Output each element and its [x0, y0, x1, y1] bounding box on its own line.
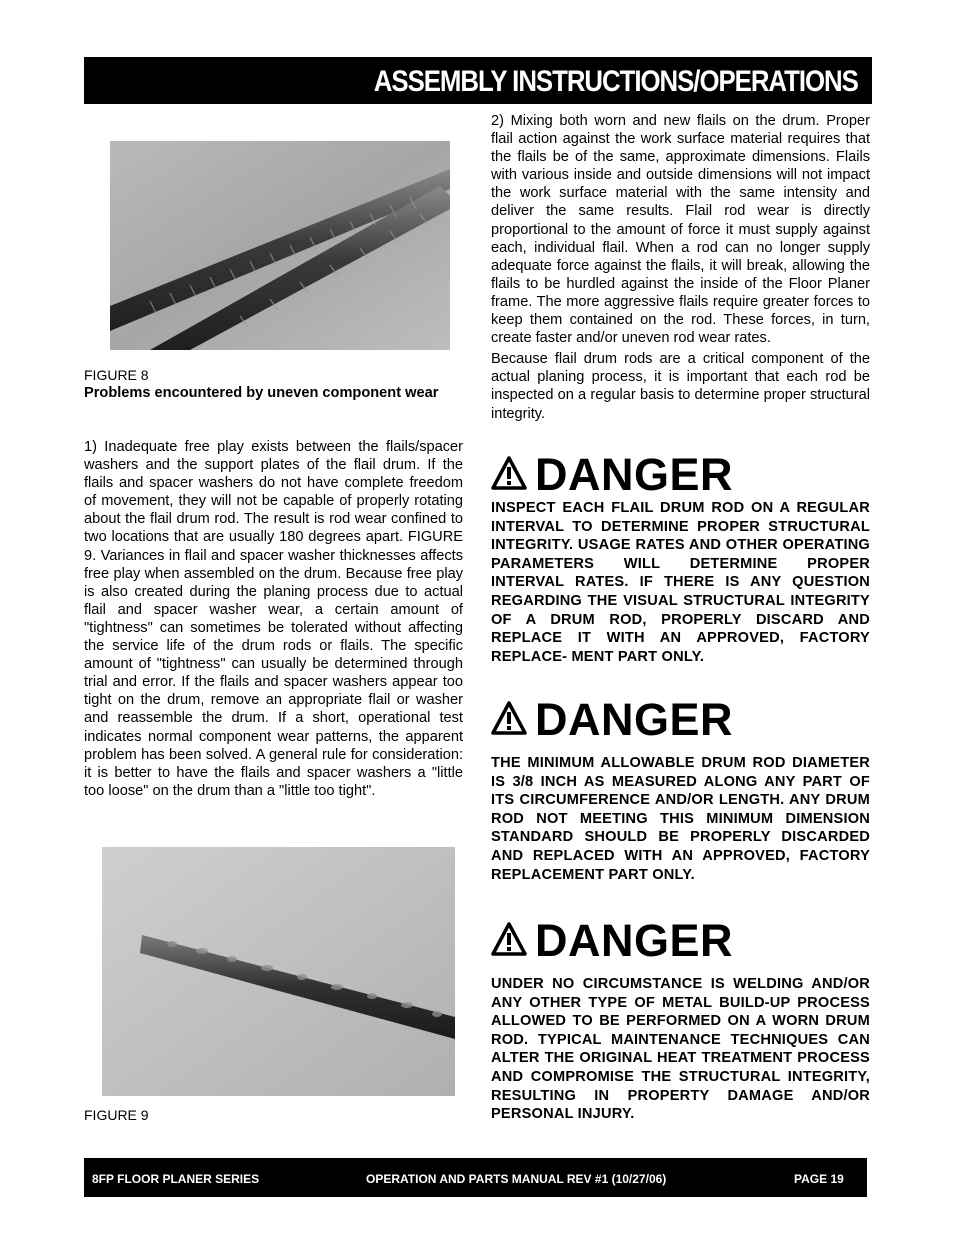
danger-heading: DANGER	[535, 449, 734, 500]
danger-heading: DANGER	[535, 694, 734, 745]
figure-8-subtitle-block	[84, 384, 463, 402]
left-column	[84, 438, 463, 800]
danger-block-1	[491, 451, 870, 666]
danger-heading-row	[491, 696, 870, 744]
header-bar	[84, 57, 872, 104]
right-column	[491, 112, 870, 423]
danger-block-3	[491, 917, 870, 1124]
danger-heading-row	[491, 451, 870, 499]
figure-8-subtitle: Problems encountered by uneven component wear	[84, 385, 439, 401]
danger-heading: DANGER	[535, 915, 734, 966]
danger-block-2	[491, 696, 870, 884]
footer-series: 8FP FLOOR PLANER SERIES	[92, 1172, 260, 1186]
page-title: ASSEMBLY INSTRUCTIONS/OPERATIONS	[373, 65, 858, 98]
footer-manual: OPERATION AND PARTS MANUAL REV #1 (10/27/06)	[366, 1172, 667, 1186]
warning-triangle-icon	[491, 456, 527, 495]
warning-triangle-icon	[491, 701, 527, 740]
footer-bar	[84, 1158, 867, 1197]
right-paragraph-2: Because flail drum rods are a critical component of the actual planing process, it is important that each rod be inspected on a regular basis to determine proper structural integrity.	[491, 351, 870, 422]
figure-8-photo	[110, 141, 450, 350]
figure-9-caption: FIGURE 9	[84, 1107, 149, 1123]
figure-9-photo	[102, 847, 455, 1096]
left-paragraph: 1) Inadequate free play exists between the flails/spacer washers and the support plates of the flail drum. If the flails and spacer washers do not have complete freedom of movement, they will not be capable of properly rotating about the flail drum rod. The result is rod wear confined to two locations that are usually 180 degrees apart. FIGURE 9. Variances in flail and spacer washer thicknesses affects free play when assembled on the drum. Because free play is also created during the planing process due to actual flail and spacer washer wear, a certain amount of "tightness" can sometimes be tolerated without affecting the service life of the drum rods or flails. The specific amount of "tightness" can usually be determined through trial and error. If the flails and spacer washers appear too tight on the drum, remove an appropriate flail or washer and reassemble the drum. If a short, operational test indicates normal component wear patterns, the apparent problem has been solved. A general rule for consideration: it is better to have the flails and spacer washers a "little too loose" on the drum than a "little too tight".	[84, 439, 463, 799]
figure-8-caption: FIGURE 8	[84, 367, 149, 383]
danger-text: INSPECT EACH FLAIL DRUM ROD ON A REGULAR INTERVAL TO DETERMINE PROPER STRUCTURAL INTEGRITY. USAGE RATES AND OTHER OPERATING PARAMETERS WILL DETERMINE PROPER INTERVAL RATES. IF THERE IS ANY QUESTION REGARDING THE VISUAL STRUCTURAL INTEGRITY OF A DRUM ROD, PROPERLY DISCARD AND REPLACE IT WITH AN APPROVED, FACTORY REPLACE- MENT PART ONLY.	[491, 500, 870, 665]
footer-page-number: PAGE 19	[794, 1172, 844, 1186]
danger-text: UNDER NO CIRCUMSTANCE IS WELDING AND/OR ANY OTHER TYPE OF METAL BUILD-UP PROCESS ALLOWED TO BE PERFORMED ON A WORN DRUM ROD. TYPICAL MAINTENANCE TECHNIQUES CAN ALTER THE ORIGINAL HEAT TREATMENT PROCESS AND COMPROMISE THE STRUCTURAL INTEGRITY, RESULTING IN PROPERTY DAMAGE AND/OR PERSONAL INJURY.	[491, 976, 870, 1123]
right-paragraph-1: 2) Mixing both worn and new flails on the drum. Proper flail action against the work surface material requires that the flails be of the same, approximate dimensions. Flails with various inside and outside dimensions will not impact the work surface material with the same intensity and deliver the same results. Flail rod wear is directly proportional to the amount of force it must supply against each, individual flail. When a rod can no longer supply adequate force against the flails, it will break, allowing the flails to be hurdled against the inside of the Floor Planer frame. The more aggressive flails require greater forces to keep them contained on the rod. These forces, in turn, create faster and/or uneven rod wear rates.	[491, 113, 870, 347]
danger-heading-row	[491, 917, 870, 965]
warning-triangle-icon	[491, 922, 527, 961]
danger-text: THE MINIMUM ALLOWABLE DRUM ROD DIAMETER IS 3/8 INCH AS MEASURED ALONG ANY PART OF ITS CIRCUMFERENCE AND/OR LENGTH. ANY DRUM ROD NOT MEETING THIS MINIMUM DIMENSION STANDARD SHOULD BE PROPERLY DISCARDED AND REPLACED WITH AN APPROVED, FACTORY REPLACEMENT PART ONLY.	[491, 755, 870, 883]
